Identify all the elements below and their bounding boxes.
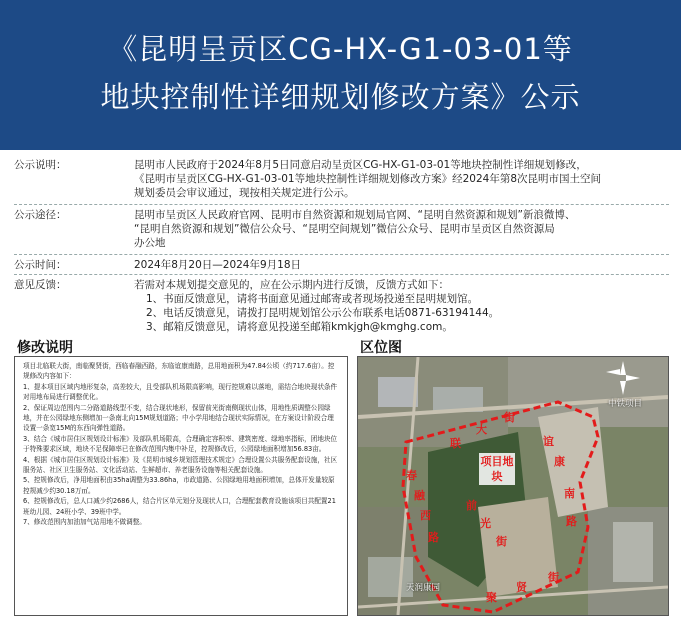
description-label: 公示说明： [14,159,67,171]
road-label: 光 [480,517,491,530]
road-label: 前 [466,499,477,512]
description-text [134,158,670,200]
landmark-label: 天润康园 [406,583,441,593]
location-map-title: 区位图 [360,340,402,356]
road-label: 街 [496,535,507,548]
location-map [357,356,669,616]
modification-notes [23,361,339,528]
feedback-line: 1、书面反馈意见，请将书面意见通过邮寄或者现场投递至昆明规划馆。 [146,293,479,305]
description-line: 规划委员会审议通过，现按相关规定进行公示。 [134,187,355,199]
note-paragraph: 3、结合《城市居住区规划设计标准》及部队机场限高，合理确定容积率、建筑密度、绿地率指标，团地块位于特殊要求区域，地块不足保障率已在修改范围内集中补足，控规修改后，公园绿地面积增加56.83亩。 [23,434,338,454]
title-line-1: 《昆明呈贡区CG-HX-G1-03-01等 [108,32,573,66]
time-value: 2024年8月20日—2024年9月18日 [134,259,302,271]
note-paragraph: 4、根据《城市居住区规划设计标准》及《昆明市城乡规划管理技术规定》合理设置公共服务配套设施，社区服务站、社区卫生服务站、文化活动站、生鲜超市、养老服务设施等相关配套设施。 [23,455,338,475]
channel-line: 昆明市呈贡区人民政府官网、昆明市自然资源和规划局官网、“昆明自然资源和规划”新浪微博、 [134,209,576,221]
notice-channels [14,208,669,252]
modification-notes-panel [14,356,348,616]
note-paragraph: 5、控规修改后，净用地面积由35ha调整为33.86ha，市政道路、公园绿地用地面积增加，总体开发量较原控规减少约30.18万㎡。 [23,476,335,495]
notice-time [14,258,669,274]
satellite-image [358,357,668,615]
title-banner [0,0,681,150]
channel-text [134,208,670,250]
road-label: 康 [554,455,565,468]
note-paragraph: 7、修改范围内加油加气站用地不做调整。 [23,518,146,527]
note-paragraph: 项目北临联大街，南临聚贤街，西临春融西路，东临谊康南路，总用地面积为47.84公顷（约717.6亩）。控规修改内容如下： [23,362,335,381]
road-label: 南 [564,487,575,500]
time-label: 公示时间： [14,259,67,271]
note-paragraph: 6、控规修改后，总人口减少约2686人，结合片区单元划分及现状人口，合理配套教育设施该项目共配置21班幼儿园、24班小学、39班中学。 [23,497,336,516]
road-label: 春 [406,469,417,482]
project-plot-label: 项目地块 [480,455,514,483]
feedback-label: 意见反馈： [14,279,67,291]
landmark-label: 中铁项目 [608,399,643,409]
channel-label: 公示途径： [14,209,67,221]
description-line: 昆明市人民政府于2024年8月5日同意启动呈贡区CG-HX-G1-03-01等地块控制性详细规划修改， [134,159,587,171]
modification-title: 修改说明 [17,340,73,356]
feedback-line: 2、电话反馈意见，请拨打昆明规划馆公示公布联系电话0871-63194144。 [146,307,500,319]
road-label: 融 [414,489,425,502]
feedback-line: 3、邮箱反馈意见，请将意见投递至邮箱kmkjgh@kmghg.com。 [146,321,453,333]
road-label: 路 [566,515,577,528]
notice-description [14,158,669,202]
title-line-2: 地块控制性详细规划修改方案》公示 [100,80,581,114]
description-line: 《昆明市呈贡区CG-HX-G1-03-01等地块控制性详细规划修改方案》经2024年第8次昆明市国土空间 [134,173,602,185]
feedback-line: 若需对本规划提交意见的，应在公示期内进行反馈，反馈方式如下： [134,279,449,291]
note-paragraph: 2、保证周边范围内二分路道路线型不变，结合现状地形，保留前光街南侧现状山体，用地性质调整公园绿地，并在公园绿地东侧增加一条南北向15M规划道路；中小学用地结合现状实际情况，在方案设计阶段合理设置一条宽15M的东西向弹性道路。 [23,403,334,433]
road-label: 大 [476,423,487,436]
road-label: 谊 [543,435,554,448]
road-label: 街 [548,571,559,584]
divider [14,254,669,255]
divider [14,274,669,275]
road-label: 贤 [516,581,527,594]
road-label: 路 [428,531,439,544]
channel-line: 办公地 [134,237,166,249]
channel-line: “昆明自然资源和规划”微信公众号、“昆明空间规划”微信公众号、昆明市呈贡区自然资源局 [134,223,555,235]
note-paragraph: 1、提本项目区域内地形复杂，高差较大，且受部队机场限高影响，现行控规难以落地，需结合地块现状条件对用地布局进行调整优化。 [23,382,338,402]
road-label: 聚 [486,591,497,604]
road-label: 联 [450,437,461,450]
road-label: 西 [420,509,431,522]
road-label: 街 [504,411,515,424]
divider [14,204,669,205]
notice-feedback [14,278,669,338]
